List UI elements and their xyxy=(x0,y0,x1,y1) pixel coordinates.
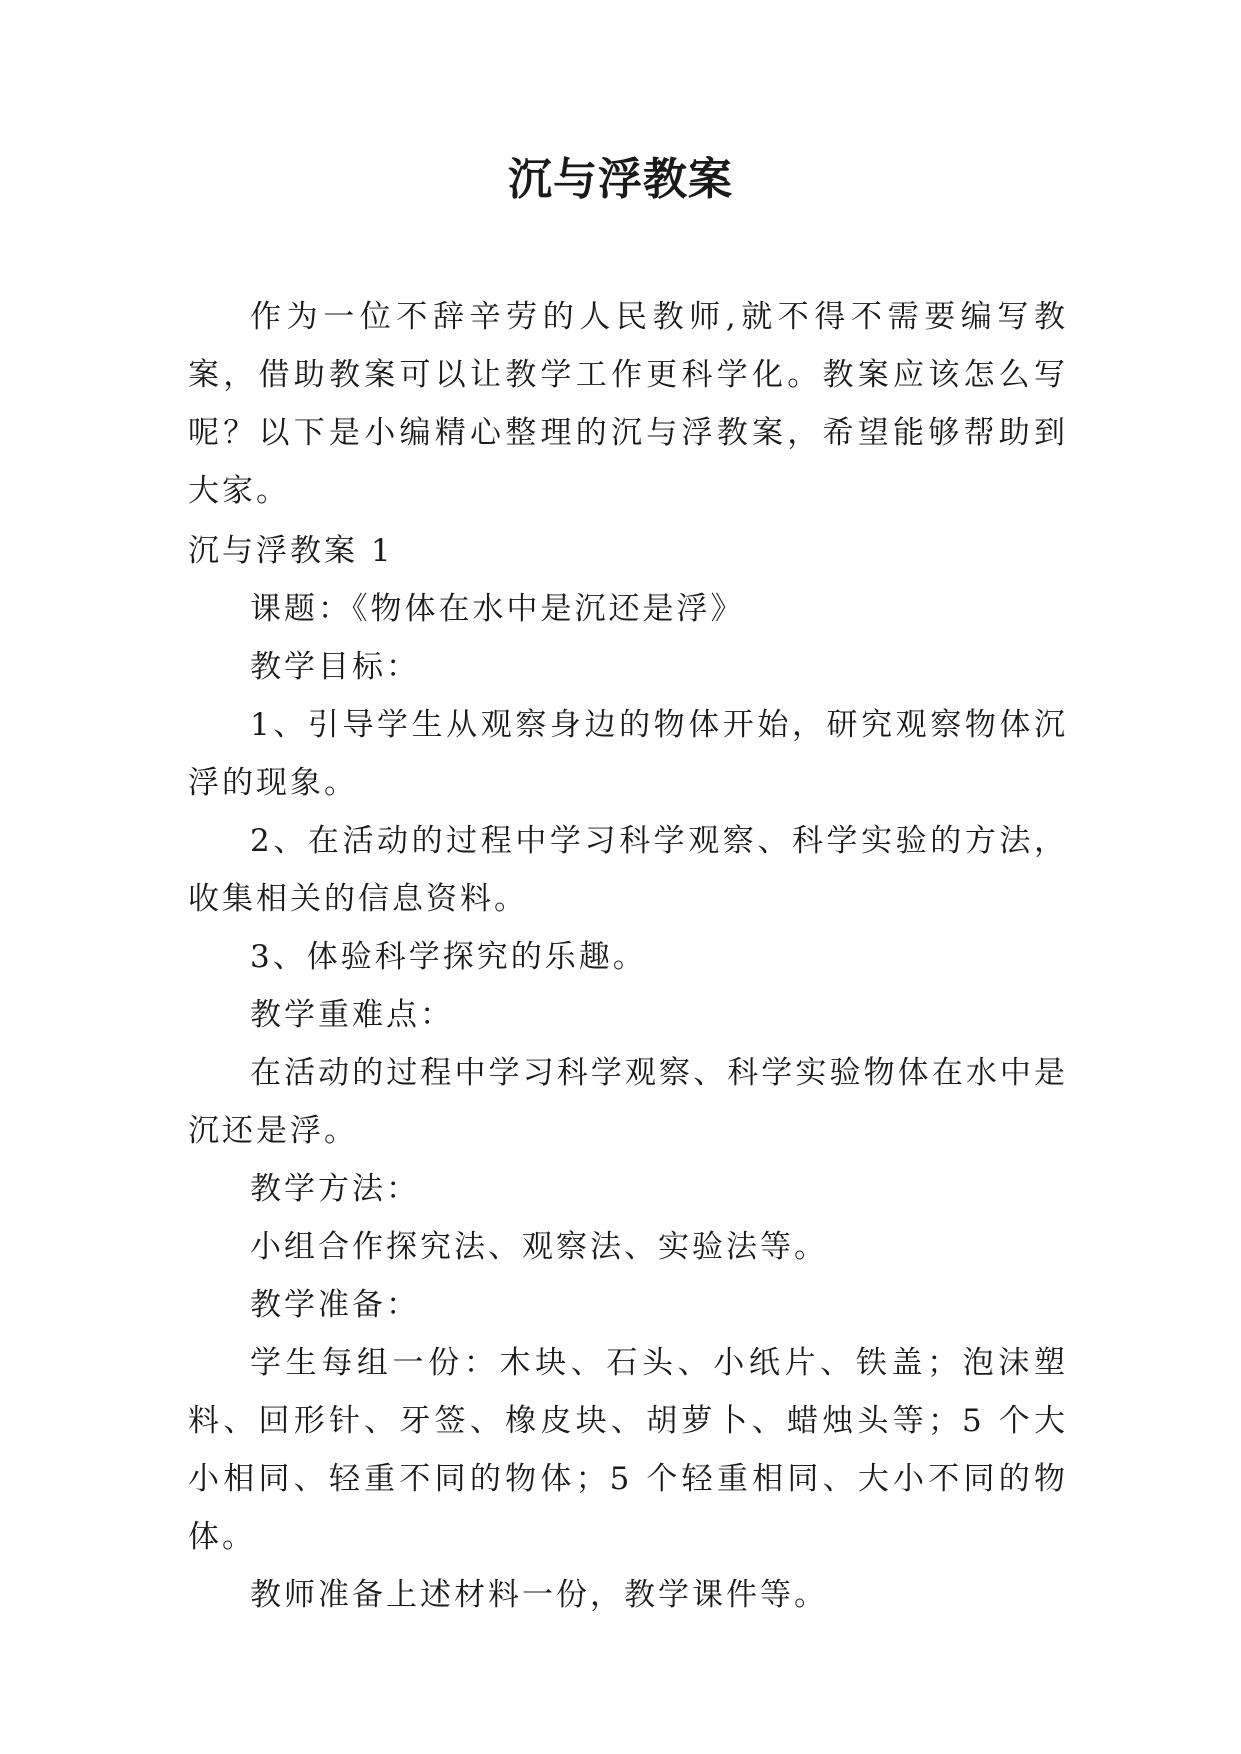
content-block xyxy=(188,522,1068,1624)
paragraph-goal-2: 2、在活动的过程中学习科学观察、科学实验的方法，收集相关的信息资料。 xyxy=(188,823,1068,917)
paragraph-goal-1: 1、引导学生从观察身边的物体开始，研究观察物体沉浮的现象。 xyxy=(188,707,1068,801)
paragraph-key-points: 在活动的过程中学习科学观察、科学实验物体在水中是沉还是浮。 xyxy=(188,1055,1068,1149)
paragraph-goals-heading: 教学目标： xyxy=(250,649,420,685)
paragraph-methods-heading: 教学方法： xyxy=(250,1171,420,1207)
intro-paragraph: 作为一位不辞辛劳的人民教师,就不得不需要编写教案，借助教案可以让教学工作更科学化。教案应该怎么写呢？以下是小编精心整理的沉与浮教案，希望能够帮助到大家。 xyxy=(188,299,1068,509)
paragraph-student-materials: 学生每组一份：木块、石头、小纸片、铁盖；泡沫塑料、回形针、牙签、橡皮块、胡萝卜、蜡烛头等；5 个大小相同、轻重不同的物体；5 个轻重相同、大小不同的物体。 xyxy=(188,1345,1068,1555)
paragraph-topic: 课题：《物体在水中是沉还是浮》 xyxy=(250,591,745,627)
paragraph-goal-3: 3、体验科学探究的乐趣。 xyxy=(250,939,647,975)
paragraph-methods: 小组合作探究法、观察法、实验法等。 xyxy=(250,1229,828,1265)
paragraph-preparation-heading: 教学准备： xyxy=(250,1287,420,1323)
paragraph-key-points-heading: 教学重难点： xyxy=(250,997,454,1033)
section-heading: 沉与浮教案 1 xyxy=(188,533,394,569)
paragraph-teacher-materials: 教师准备上述材料一份，教学课件等。 xyxy=(250,1577,828,1613)
document-title: 沉与浮教案 xyxy=(508,154,733,205)
intro-block xyxy=(188,288,1068,520)
